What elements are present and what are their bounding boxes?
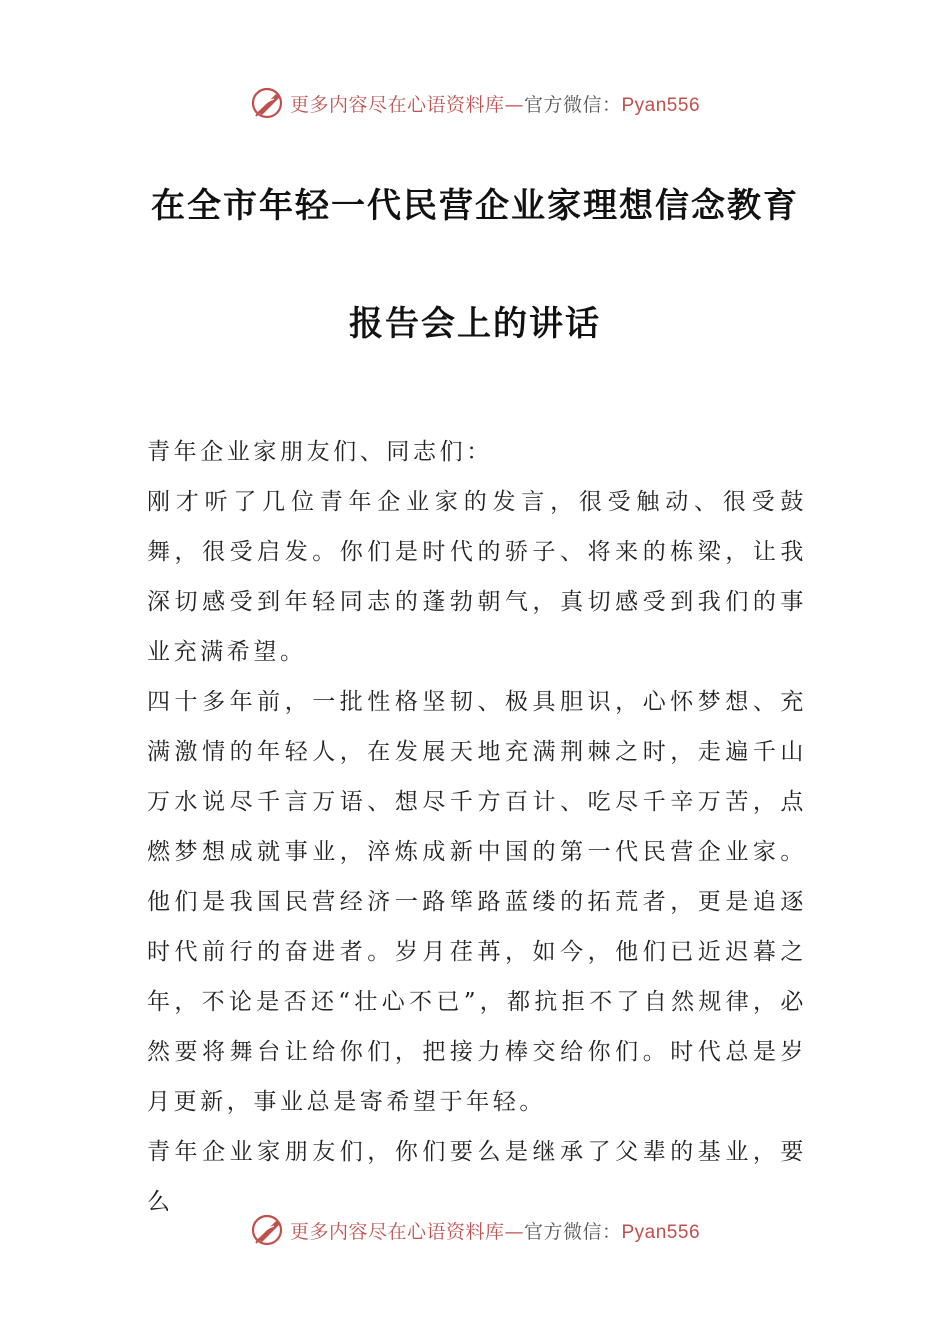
paragraph-salutation: 青年企业家朋友们、同志们： — [147, 439, 493, 465]
body-text — [147, 427, 807, 1227]
title-line-2: 报告会上的讲话 — [349, 304, 601, 344]
footer-banner — [0, 1210, 950, 1250]
pen-logo-icon — [250, 85, 286, 121]
banner-text: 更多内容尽在心语资料库—官方微信：Pyan556 — [289, 1220, 701, 1243]
paragraph: 刚才听了几位青年企业家的发言，很受触动、很受鼓舞，很受启发。你们是时代的骄子、将来的栋梁，让我深切感受到年轻同志的蓬勃朝气，真切感受到我们的事业充满希望。 — [147, 489, 807, 665]
paragraph: 青年企业家朋友们，你们要么是继承了父辈的基业，要么 — [147, 1139, 807, 1215]
pen-logo-icon — [250, 1212, 286, 1248]
header-banner — [0, 83, 950, 123]
paragraph: 四十多年前，一批性格坚韧、极具胆识，心怀梦想、充满激情的年轻人，在发展天地充满荆棘之时，走遍千山万水说尽千言万语、想尽千方百计、吃尽千辛万苦，点燃梦想成就事业，淬炼成新中国的第一代民营企业家。他们是我国民营经济一路筚路蓝缕的拓荒者，更是追逐时代前行的奋进者。岁月荏苒，如今，他们已近迟暮之年，不论是否还“壮心不已”，都抗拒不了自然规律，必然要将舞台让给你们，把接力棒交给你们。时代总是岁月更新，事业总是寄希望于年轻。 — [147, 689, 807, 1115]
banner-text: 更多内容尽在心语资料库—官方微信：Pyan556 — [289, 93, 701, 116]
title-line-1: 在全市年轻一代民营企业家理想信念教育 — [151, 186, 799, 226]
